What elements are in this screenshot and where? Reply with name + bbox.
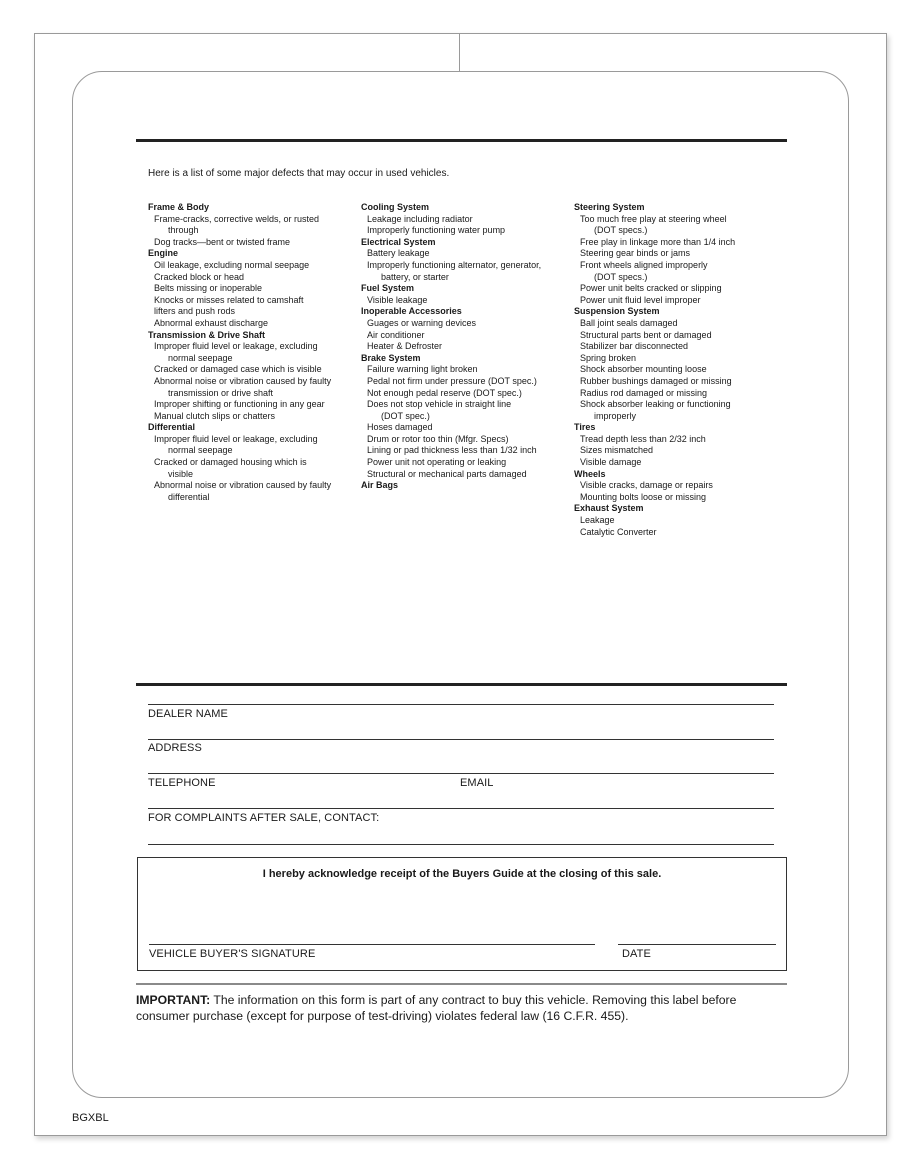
important-notice (136, 992, 786, 1024)
defect-item: (DOT specs.) (594, 225, 648, 236)
acknowledgment-box (137, 857, 787, 971)
telephone-top-line (148, 773, 774, 774)
defect-item: Visible leakage (367, 294, 428, 305)
defect-item: Not enough pedal reserve (DOT spec.) (367, 387, 522, 398)
email-label: EMAIL (460, 777, 494, 789)
defects-column-1 (148, 202, 331, 503)
defect-item: Dog tracks—bent or twisted frame (154, 236, 291, 247)
defect-item: Air conditioner (367, 329, 425, 340)
defect-item: battery, or starter (381, 271, 449, 282)
defect-item: Pedal not firm under pressure (DOT spec.) (367, 375, 537, 386)
defects-column-3 (574, 202, 735, 538)
defect-item: through (168, 225, 199, 236)
defect-item: Visible cracks, damage or repairs (580, 480, 713, 491)
defect-item: Structural parts bent or damaged (580, 329, 712, 340)
defect-item: Rubber bushings damaged or missing (580, 375, 732, 386)
defect-item: Belts missing or inoperable (154, 283, 263, 294)
dealer-name-top-line (148, 704, 774, 705)
defects-intro: Here is a list of some major defects that may occur in used vehicles. (148, 168, 450, 179)
acknowledgment-text: I hereby acknowledge receipt of the Buyers Guide at the closing of this sale. (262, 868, 662, 880)
defect-item: Leakage (580, 515, 615, 526)
defect-category-heading: Transmission & Drive Shaft (148, 329, 266, 340)
date-line (618, 944, 776, 945)
defect-item: Stabilizer bar disconnected (580, 341, 689, 352)
defect-item: Oil leakage, excluding normal seepage (154, 259, 310, 270)
defect-item: Ball joint seals damaged (580, 317, 678, 328)
defect-item: improperly (594, 410, 637, 421)
defect-item: Shock absorber mounting loose (580, 364, 707, 375)
complaints-bottom-line (148, 844, 774, 845)
defect-item: Shock absorber leaking or functioning (580, 399, 731, 410)
defect-item: Hoses damaged (367, 422, 433, 433)
defect-item: Front wheels aligned improperly (580, 259, 708, 270)
defect-item: Improper fluid level or leakage, excluding (154, 341, 318, 352)
defect-category-heading: Cooling System (361, 202, 430, 212)
defect-item: Improperly functioning alternator, generator, (367, 259, 542, 270)
defect-category-heading: Steering System (574, 202, 645, 212)
defect-item: differential (168, 491, 210, 502)
defect-item: Does not stop vehicle in straight line (367, 399, 512, 410)
defect-item: Abnormal noise or vibration caused by faulty (154, 480, 332, 491)
signature-line (149, 944, 595, 945)
defect-item: Cracked or damaged housing which is (154, 457, 307, 468)
form-code: BGXBL (72, 1112, 109, 1124)
defect-item: Improper shifting or functioning in any gear (154, 399, 325, 410)
defect-item: Abnormal noise or vibration caused by faulty (154, 375, 332, 386)
defects-column-2 (361, 202, 541, 492)
defect-item: Lining or pad thickness less than 1/32 inch (367, 445, 537, 456)
defect-item: visible (168, 468, 194, 479)
defect-item: Cracked or damaged case which is visible (154, 364, 322, 375)
defect-item: Manual clutch slips or chatters (154, 410, 276, 421)
defect-item: Cracked block or head (154, 271, 245, 282)
defect-item: Improper fluid level or leakage, excluding (154, 433, 318, 444)
defect-item: Power unit fluid level improper (580, 294, 701, 305)
defect-item: Steering gear binds or jams (580, 248, 691, 259)
defect-item: Tread depth less than 2/32 inch (580, 433, 706, 444)
important-text: The information on this form is part of any contract to buy this vehicle. Removing this label before consumer purchase (except for purpose of test-driving) violates federal law (16 C.F.R. 455). (136, 993, 737, 1023)
defect-category-heading: Inoperable Accessories (361, 306, 462, 317)
defect-item: transmission or drive shaft (168, 387, 274, 398)
defect-item: Improperly functioning water pump (367, 225, 506, 236)
defect-category-heading: Engine (148, 248, 179, 259)
top-rule (136, 139, 787, 142)
defect-item: Knocks or misses related to camshaft (154, 294, 304, 305)
defect-item: (DOT spec.) (381, 410, 430, 421)
defect-item: Guages or warning devices (367, 317, 477, 328)
defect-item: Spring broken (580, 352, 637, 363)
defect-category-heading: Wheels (574, 468, 606, 479)
dealer-section-rule (136, 683, 787, 686)
defect-item: Free play in linkage more than 1/4 inch (580, 236, 736, 247)
date-label: DATE (622, 948, 651, 960)
complaints-label: FOR COMPLAINTS AFTER SALE, CONTACT: (148, 812, 380, 824)
defect-item: Power unit not operating or leaking (367, 457, 507, 468)
defect-item: normal seepage (168, 445, 233, 456)
defect-item: Heater & Defroster (367, 341, 443, 352)
defect-category-heading: Frame & Body (148, 202, 210, 212)
address-label: ADDRESS (148, 742, 202, 754)
defect-item: Leakage including radiator (367, 213, 473, 224)
defect-item: Radius rod damaged or missing (580, 387, 708, 398)
defect-item: Abnormal exhaust discharge (154, 317, 269, 328)
defect-item: Sizes mismatched (580, 445, 654, 456)
defect-item: Drum or rotor too thin (Mfgr. Specs) (367, 433, 509, 444)
signature-label: VEHICLE BUYER'S SIGNATURE (149, 948, 316, 960)
complaints-top-line (148, 808, 774, 809)
defect-item: Mounting bolts loose or missing (580, 491, 707, 502)
defect-item: Frame-cracks, corrective welds, or rusted (154, 213, 320, 224)
telephone-label: TELEPHONE (148, 777, 216, 789)
defect-item: normal seepage (168, 352, 233, 363)
address-top-line (148, 739, 774, 740)
defect-item: Visible damage (580, 457, 642, 468)
defect-category-heading: Suspension System (574, 306, 660, 317)
defect-category-heading: Air Bags (361, 480, 399, 491)
defect-item: Structural or mechanical parts damaged (367, 468, 527, 479)
defect-category-heading: Fuel System (361, 283, 415, 294)
defect-item: Too much free play at steering wheel (580, 213, 727, 224)
dealer-name-label: DEALER NAME (148, 708, 228, 720)
defect-category-heading: Tires (574, 422, 596, 433)
defect-category-heading: Exhaust System (574, 503, 644, 514)
important-rule (136, 983, 787, 985)
important-label: IMPORTANT: (136, 993, 211, 1007)
defect-category-heading: Differential (148, 422, 196, 433)
defect-category-heading: Brake System (361, 352, 421, 363)
defect-category-heading: Electrical System (361, 236, 436, 247)
defect-item: Power unit belts cracked or slipping (580, 283, 722, 294)
defect-item: Failure warning light broken (367, 364, 478, 375)
fold-line (459, 34, 460, 72)
defect-item: Battery leakage (367, 248, 430, 259)
defect-item: lifters and push rods (154, 306, 236, 317)
defect-item: Catalytic Converter (580, 526, 657, 537)
defect-item: (DOT specs.) (594, 271, 648, 282)
